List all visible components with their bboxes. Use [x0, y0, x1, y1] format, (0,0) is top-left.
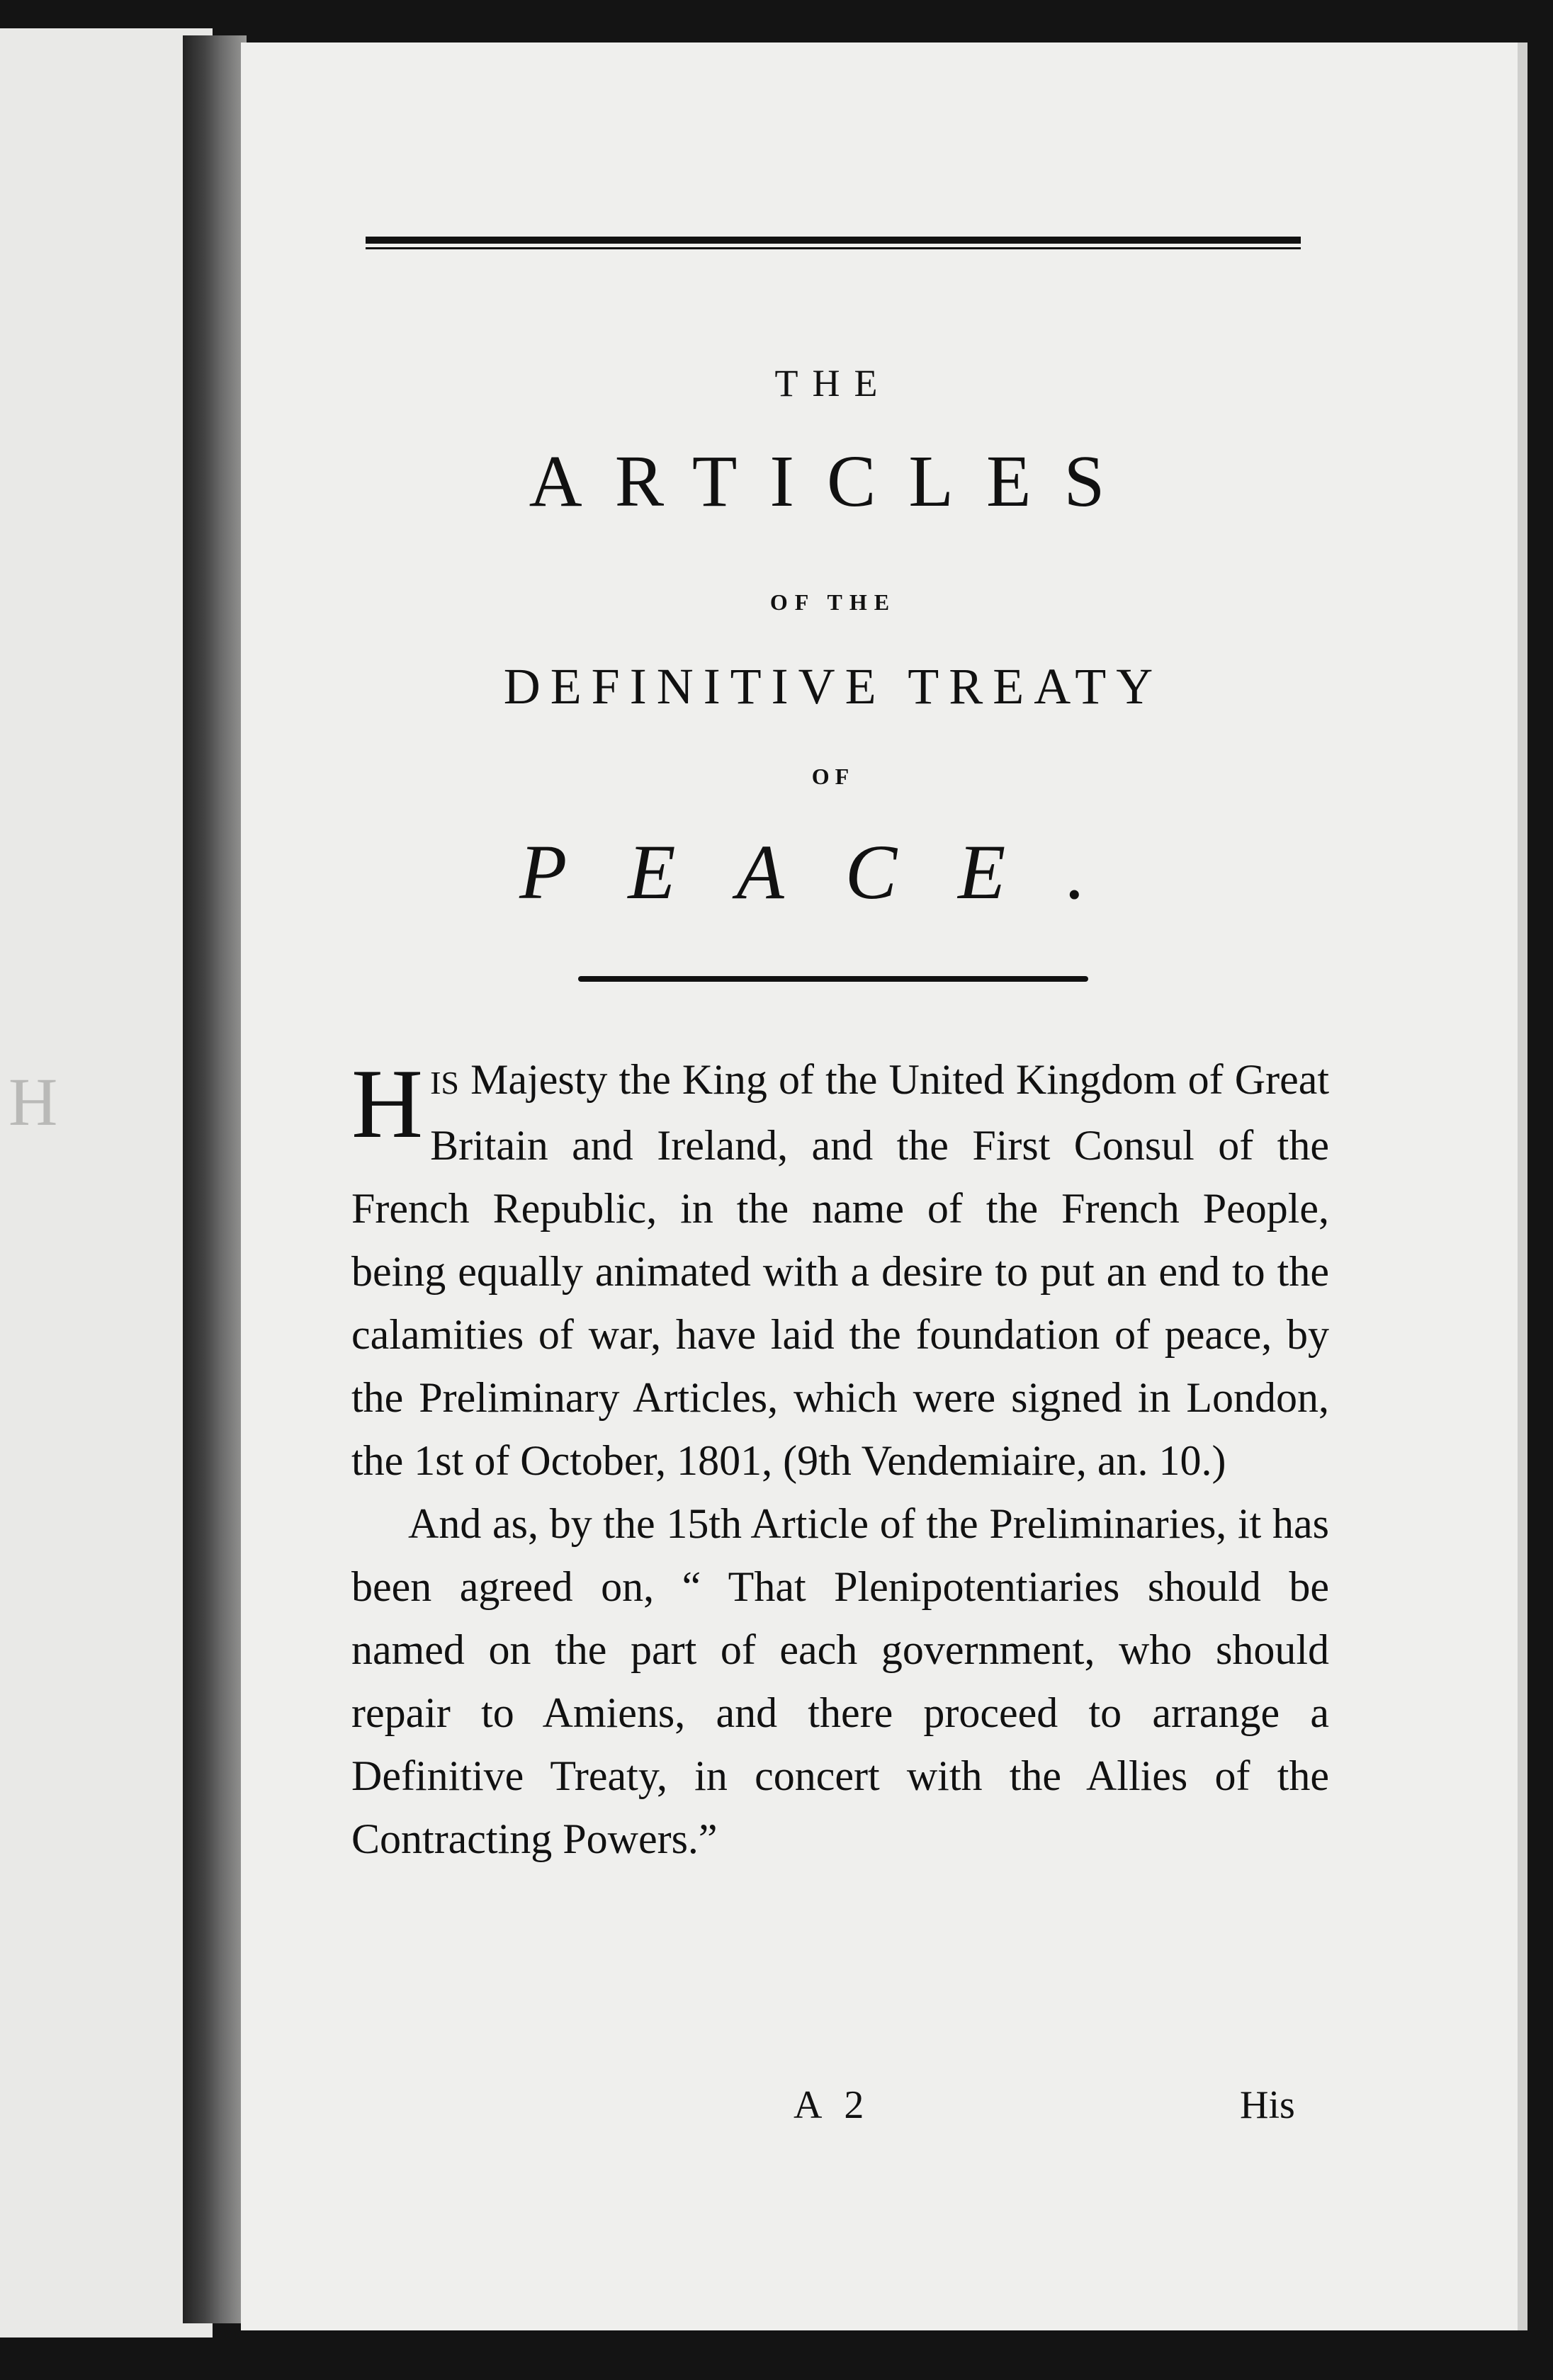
heading-the: THE	[774, 362, 892, 404]
top-rule-thin	[366, 247, 1301, 249]
paragraph-2: And as, by the 15th Article of the Preliminaries, it has been agreed on, “ That Plenipotentiaries should be named on the part of each government, who should repair to Amiens, and there proceed to arrange a Definitive Treaty, in concert with the Allies of the Contracting Powers.”	[351, 1500, 1329, 1862]
heading-of: OF	[811, 764, 855, 789]
title-page	[241, 42, 1527, 2330]
heading-peace: PEACE.	[519, 829, 1147, 915]
previous-page-text-fragment: H	[9, 1064, 61, 1140]
heading-definitive-treaty: DEFINITIVE TREATY	[503, 658, 1163, 715]
catchword: His	[1240, 2083, 1295, 2127]
drop-cap: H	[351, 1049, 424, 1159]
paragraph-1-smallcaps: IS	[430, 1065, 460, 1101]
previous-page-edge	[0, 28, 213, 2338]
paragraph-1	[351, 1048, 1329, 1492]
signature-mark: A 2	[794, 2083, 871, 2127]
heading-of-the: OF THE	[769, 589, 897, 615]
heading-divider-rule	[578, 976, 1088, 982]
heading-articles: ARTICLES	[529, 441, 1138, 522]
book-gutter	[183, 35, 247, 2323]
top-rule-thick	[366, 237, 1301, 244]
paragraph-1-text: Majesty the King of the United Kingdom of Great Britain and Ireland, and the First Consul of the French Republic, in the name of the French People, being equally animated with a desire to put an end to the calamities of war, have laid the foundation of peace, by the Preliminary Articles, which were signed in London, the 1st of October, 1801, (9th Vendemiaire, an. 10.)	[351, 1056, 1329, 1484]
top-double-rule	[366, 237, 1301, 249]
treaty-body-text	[351, 1048, 1329, 1871]
